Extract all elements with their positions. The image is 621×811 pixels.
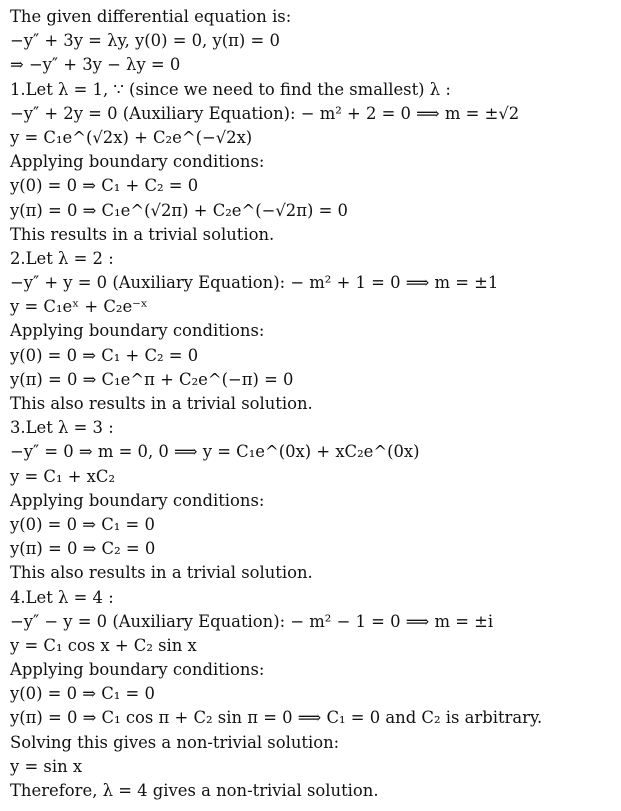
step-label: Solving this gives a non-trivial solution: [10,732,340,752]
equation-line: y(π) = 0 ⇒ C₁e^π + C₂e^(−π) = 0 [10,369,294,389]
equation-line: y(π) = 0 ⇒ C₂ = 0 [10,539,156,559]
case-heading: 3.Let λ = 3 : [10,418,114,438]
case-heading: 1.Let λ = 1, ∵ (since we need to find the smallest) λ : [10,79,451,99]
step-label: Applying boundary conditions: [10,152,265,172]
step-label: Applying boundary conditions: [10,490,265,510]
conclusion-line: This also results in a trivial solution. [10,563,313,583]
case-heading: 2.Let λ = 2 : [10,248,114,268]
equation-line: y(0) = 0 ⇒ C₁ = 0 [10,684,155,704]
equation-line: y(0) = 0 ⇒ C₁ = 0 [10,514,155,534]
intro-line: The given differential equation is: [10,7,292,26]
equation-line: y = C₁e^(√2x) + C₂e^(−√2x) [10,127,253,147]
conclusion-line: This also results in a trivial solution. [10,394,313,413]
equation-line: y(0) = 0 ⇒ C₁ + C₂ = 0 [10,176,199,196]
equation-line: ⇒ −y″ + 3y − λy = 0 [10,55,181,75]
equation-line: y = C₁ + xC₂ [10,466,116,486]
equation-line: y(π) = 0 ⇒ C₁ cos π + C₂ sin π = 0 ⟹ C₁ = 0 and C₂ is arbitrary. [10,708,543,728]
equation-line: y(π) = 0 ⇒ C₁e^(√2π) + C₂e^(−√2π) = 0 [10,200,348,220]
equation-line: −y″ + 3y = λy, y(0) = 0, y(π) = 0 [10,31,280,51]
equation-line: y = C₁eˣ + C₂e⁻ˣ [10,297,148,317]
equation-line: y = sin x [10,756,83,776]
conclusion-line: This results in a trivial solution. [10,224,275,244]
equation-line: −y″ = 0 ⇒ m = 0, 0 ⟹ y = C₁e^(0x) + xC₂e^(0x) [10,442,420,462]
equation-line: y(0) = 0 ⇒ C₁ + C₂ = 0 [10,345,199,365]
final-conclusion: Therefore, λ = 4 gives a non-trivial solution. [10,781,379,800]
step-label: Applying boundary conditions: [10,660,265,680]
case-heading: 4.Let λ = 4 : [10,587,114,607]
equation-line: −y″ − y = 0 (Auxiliary Equation): − m² − 1 = 0 ⟹ m = ±i [10,611,494,631]
equation-line: −y″ + 2y = 0 (Auxiliary Equation): − m² + 2 = 0 ⟹ m = ±√2 [10,103,520,123]
step-label: Applying boundary conditions: [10,321,265,341]
equation-line: −y″ + y = 0 (Auxiliary Equation): − m² + 1 = 0 ⟹ m = ±1 [10,273,499,293]
equation-line: y = C₁ cos x + C₂ sin x [10,635,197,655]
